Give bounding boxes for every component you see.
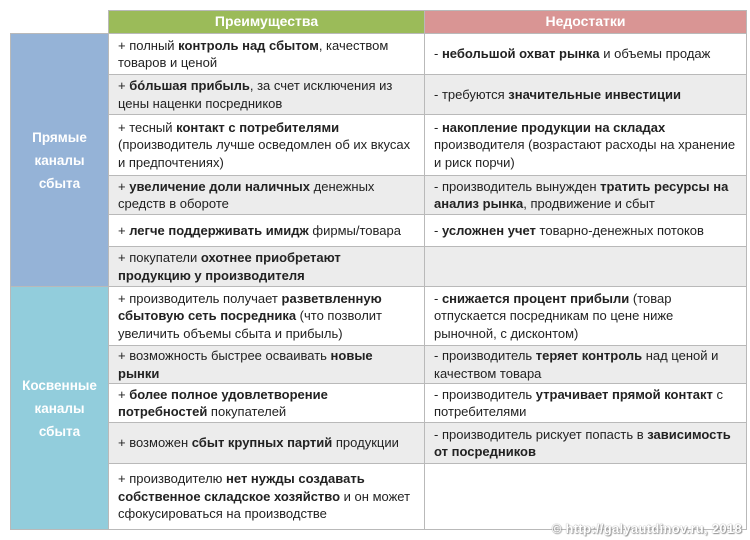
advantage-cell <box>108 383 424 422</box>
cell-text: + производителю <box>118 471 227 487</box>
cell-text: , за счет исключения из цены наценки посредников <box>118 78 393 111</box>
cell-text: продукции <box>332 435 399 451</box>
advantage-cell <box>108 74 424 114</box>
emphasis-text: увеличение доли наличных <box>129 178 311 194</box>
cell-text: + покупатели <box>118 250 201 265</box>
cell-text: - требуются <box>434 86 509 102</box>
group-indirect-channels: Косвенные каналы сбыта <box>10 286 108 529</box>
group-direct-channels: Прямые каналы сбыта <box>10 33 108 286</box>
cell-text: над ценой и качеством товара <box>434 348 719 381</box>
cell-text: + <box>118 386 130 402</box>
emphasis-text: сбыт крупных партий <box>191 435 333 451</box>
header-disadvantages: Недостатки <box>424 10 746 33</box>
disadvantage-cell <box>424 246 746 286</box>
cell-text: (товар отпускается посредникам по цене ниже рыночной, с дисконтом) <box>434 290 674 341</box>
cell-text: (что позволит увеличить объемы сбыта и прибыль) <box>118 308 383 341</box>
cell-text: (производитель лучше осведомлен об их вкусах и предпочтениях) <box>118 137 411 170</box>
emphasis-text: разветвленную сбытовую сеть посредника <box>118 290 382 324</box>
header-advantages: Преимущества <box>108 10 424 33</box>
emphasis-text: теряет контроль <box>535 348 643 363</box>
cell-text: - <box>434 46 442 62</box>
cell-text: фирмы/товара <box>308 222 401 238</box>
cell-text: - производитель <box>434 386 536 402</box>
disadvantage-cell <box>424 422 746 463</box>
cell-text: + полный <box>118 37 179 53</box>
disadvantage-cell <box>424 345 746 383</box>
emphasis-text: небольшой охват рынка <box>441 46 600 62</box>
disadvantage-cell <box>424 463 746 529</box>
emphasis-text: контакт с потребителями <box>176 119 340 135</box>
table-corner <box>10 10 108 33</box>
disadvantage-cell <box>424 214 746 246</box>
emphasis-text: снижается процент прибыли <box>441 290 630 306</box>
cell-text: - производитель <box>434 348 536 363</box>
cell-text: + возможность быстрее осваивать <box>118 348 331 363</box>
cell-text: товарно-денежных потоков <box>535 222 704 238</box>
emphasis-text: новые рынки <box>118 348 373 381</box>
cell-text: + <box>118 78 130 93</box>
cell-text: денежных средств в обороте <box>118 178 375 211</box>
cell-text: покупателей <box>207 404 287 419</box>
emphasis-text: контроль над сбытом <box>178 37 319 53</box>
cell-text: + возможен <box>118 435 192 451</box>
cell-text: + производитель получает <box>118 290 282 306</box>
cell-text: - производитель вынужден <box>434 178 601 194</box>
cell-text: - производитель рискует попасть в <box>434 426 648 442</box>
disadvantage-cell <box>424 33 746 74</box>
cell-text: + тесный <box>118 119 177 135</box>
cell-text: + <box>118 222 130 238</box>
emphasis-text: более полное удовлетворение потребностей <box>118 386 328 419</box>
emphasis-text: усложнен учет <box>441 222 536 238</box>
disadvantage-cell <box>424 74 746 114</box>
emphasis-text: зависимость от посредников <box>434 426 731 459</box>
advantage-cell <box>108 463 424 529</box>
cell-text: - <box>434 290 442 306</box>
cell-text: , качеством товаров и ценой <box>118 37 389 70</box>
emphasis-text: бóльшая прибыль <box>129 78 250 93</box>
advantage-cell <box>108 286 424 345</box>
emphasis-text: охотнее приобретают продукцию у производителя <box>118 250 341 283</box>
comparison-table <box>10 10 747 530</box>
cell-text: производителя (возрастают расходы на хранение и риск порчи) <box>434 137 736 170</box>
watermark-text: © http://galyautdinov.ru, 2018 <box>551 521 742 536</box>
disadvantage-cell <box>424 383 746 422</box>
emphasis-text: тратить ресурсы на анализ рынка <box>434 178 729 211</box>
advantage-cell <box>108 422 424 463</box>
emphasis-text: накопление продукции на складах <box>441 119 666 135</box>
disadvantage-cell <box>424 175 746 214</box>
advantage-cell <box>108 214 424 246</box>
advantage-cell <box>108 114 424 175</box>
cell-text: + <box>118 178 130 194</box>
disadvantage-cell <box>424 286 746 345</box>
emphasis-text: утрачивает прямой контакт <box>535 386 713 402</box>
advantage-cell <box>108 246 424 286</box>
advantage-cell <box>108 345 424 383</box>
emphasis-text: нет нужды создавать собственное складское хозяйство <box>118 471 365 504</box>
emphasis-text: легче поддерживать имидж <box>129 222 309 238</box>
cell-text: , продвижение и сбыт <box>523 196 655 211</box>
cell-text: - <box>434 222 442 238</box>
advantage-cell <box>108 175 424 214</box>
advantage-cell <box>108 33 424 74</box>
cell-text: с потребителями <box>434 386 723 419</box>
cell-text: и объемы продаж <box>599 46 711 62</box>
disadvantage-cell <box>424 114 746 175</box>
cell-text: - <box>434 119 442 135</box>
cell-text: и он может сфокусироваться на производстве <box>118 488 411 522</box>
emphasis-text: значительные инвестиции <box>508 86 681 102</box>
